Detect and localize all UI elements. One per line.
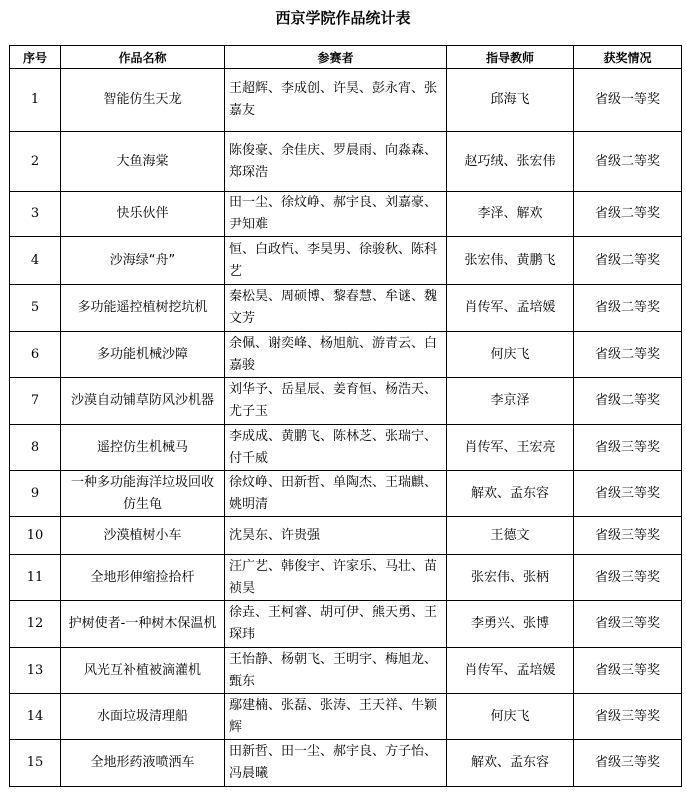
cell-index: 7 <box>10 378 61 425</box>
header-teacher: 指导教师 <box>447 46 574 69</box>
cell-members: 沈昊东、许贵强 <box>225 517 447 555</box>
cell-award: 省级三等奖 <box>574 425 682 471</box>
table-row <box>10 425 682 471</box>
cell-members: 陈俊豪、余佳庆、罗晨雨、向淼森、郑琛浩 <box>225 132 447 192</box>
header-name: 作品名称 <box>61 46 225 69</box>
table-row <box>10 69 682 132</box>
cell-index: 12 <box>10 601 61 648</box>
page-title: 西京学院作品统计表 <box>275 9 411 27</box>
cell-work-name: 遥控仿生机械马 <box>61 425 225 471</box>
cell-work-name: 风光互补植被滴灌机 <box>61 648 225 694</box>
table-row <box>10 285 682 332</box>
cell-award: 省级三等奖 <box>574 694 682 740</box>
header-members: 参赛者 <box>225 46 447 69</box>
cell-index: 6 <box>10 332 61 378</box>
cell-work-name: 多功能机械沙障 <box>61 332 225 378</box>
table-row <box>10 601 682 648</box>
cell-index: 10 <box>10 517 61 555</box>
table-row <box>10 471 682 517</box>
cell-teacher: 张宏伟、黄鹏飞 <box>447 237 574 285</box>
cell-members: 恒、白政忾、李昊男、徐骏秋、陈科艺 <box>225 237 447 285</box>
table-row <box>10 694 682 740</box>
cell-members: 田一尘、徐炆峥、郝宇良、刘嘉豪、尹知难 <box>225 192 447 237</box>
cell-award: 省级三等奖 <box>574 648 682 694</box>
cell-work-name: 全地形伸缩捡拾杆 <box>61 555 225 601</box>
cell-award: 省级二等奖 <box>574 332 682 378</box>
cell-work-name: 沙漠自动铺草防风沙机器 <box>61 378 225 425</box>
header-index: 序号 <box>10 46 61 69</box>
table-row <box>10 132 682 192</box>
table-row <box>10 237 682 285</box>
table-header-row <box>10 46 682 69</box>
cell-work-name: 沙漠植树小车 <box>61 517 225 555</box>
cell-members: 王怡静、杨朝飞、王明宇、梅旭龙、甄东 <box>225 648 447 694</box>
cell-work-name: 大鱼海棠 <box>61 132 225 192</box>
cell-work-name: 多功能遥控植树挖坑机 <box>61 285 225 332</box>
cell-teacher: 何庆飞 <box>447 694 574 740</box>
cell-award: 省级三等奖 <box>574 555 682 601</box>
cell-index: 9 <box>10 471 61 517</box>
table-row <box>10 192 682 237</box>
table-row <box>10 555 682 601</box>
header-award: 获奖情况 <box>574 46 682 69</box>
cell-members: 鄢建楠、张磊、张涛、王天祥、牛颖辉 <box>225 694 447 740</box>
cell-award: 省级二等奖 <box>574 192 682 237</box>
cell-teacher: 李勇兴、张博 <box>447 601 574 648</box>
table-body <box>10 69 682 787</box>
cell-work-name: 护树使者-一种树木保温机 <box>61 601 225 648</box>
cell-teacher: 解欢、孟东容 <box>447 740 574 787</box>
cell-work-name: 水面垃圾清理船 <box>61 694 225 740</box>
cell-work-name: 一种多功能海洋垃圾回收仿生龟 <box>61 471 225 517</box>
cell-work-name: 智能仿生天龙 <box>61 69 225 132</box>
table-row <box>10 517 682 555</box>
cell-members: 王超辉、李成创、许昊、彭永宵、张嘉友 <box>225 69 447 132</box>
cell-award: 省级三等奖 <box>574 601 682 648</box>
cell-members: 秦松昊、周硕博、黎春慧、牟谜、魏文芳 <box>225 285 447 332</box>
cell-teacher: 张宏伟、张柄 <box>447 555 574 601</box>
cell-teacher: 肖传军、孟培媛 <box>447 285 574 332</box>
cell-award: 省级三等奖 <box>574 517 682 555</box>
cell-index: 15 <box>10 740 61 787</box>
cell-members: 刘华予、岳星辰、姜育恒、杨浩天、尤子玉 <box>225 378 447 425</box>
cell-index: 11 <box>10 555 61 601</box>
cell-members: 田新哲、田一尘、郝宇良、方子怡、冯晨曦 <box>225 740 447 787</box>
cell-teacher: 李泽、解欢 <box>447 192 574 237</box>
cell-members: 李成成、黄鹏飞、陈林芝、张瑞宁、付千威 <box>225 425 447 471</box>
cell-work-name: 沙海绿“舟” <box>61 237 225 285</box>
cell-award: 省级二等奖 <box>574 285 682 332</box>
award-statistics-table <box>9 45 682 787</box>
cell-members: 徐炆峥、田新哲、单陶杰、王瑞麒、姚明清 <box>225 471 447 517</box>
table-row <box>10 740 682 787</box>
cell-teacher: 肖传军、孟培媛 <box>447 648 574 694</box>
table-row <box>10 332 682 378</box>
table-row <box>10 378 682 425</box>
cell-index: 4 <box>10 237 61 285</box>
cell-teacher: 肖传军、王宏亮 <box>447 425 574 471</box>
cell-index: 13 <box>10 648 61 694</box>
cell-index: 8 <box>10 425 61 471</box>
cell-teacher: 邱海飞 <box>447 69 574 132</box>
cell-teacher: 赵巧绒、张宏伟 <box>447 132 574 192</box>
cell-index: 1 <box>10 69 61 132</box>
cell-work-name: 全地形药液喷洒车 <box>61 740 225 787</box>
cell-teacher: 解欢、孟东容 <box>447 471 574 517</box>
cell-teacher: 何庆飞 <box>447 332 574 378</box>
cell-index: 2 <box>10 132 61 192</box>
cell-work-name: 快乐伙伴 <box>61 192 225 237</box>
cell-award: 省级三等奖 <box>574 471 682 517</box>
cell-teacher: 王德文 <box>447 517 574 555</box>
cell-index: 3 <box>10 192 61 237</box>
cell-index: 14 <box>10 694 61 740</box>
cell-award: 省级二等奖 <box>574 378 682 425</box>
cell-award: 省级二等奖 <box>574 132 682 192</box>
cell-members: 汪广艺、韩俊宇、许家乐、马壮、苗祯昊 <box>225 555 447 601</box>
cell-index: 5 <box>10 285 61 332</box>
cell-members: 徐垚、王柯睿、胡可伊、熊天勇、王琛玮 <box>225 601 447 648</box>
cell-members: 余佩、谢奕峰、杨旭航、游青云、白嘉骏 <box>225 332 447 378</box>
cell-teacher: 李京泽 <box>447 378 574 425</box>
cell-award: 省级一等奖 <box>574 69 682 132</box>
cell-award: 省级三等奖 <box>574 740 682 787</box>
cell-award: 省级二等奖 <box>574 237 682 285</box>
table-row <box>10 648 682 694</box>
